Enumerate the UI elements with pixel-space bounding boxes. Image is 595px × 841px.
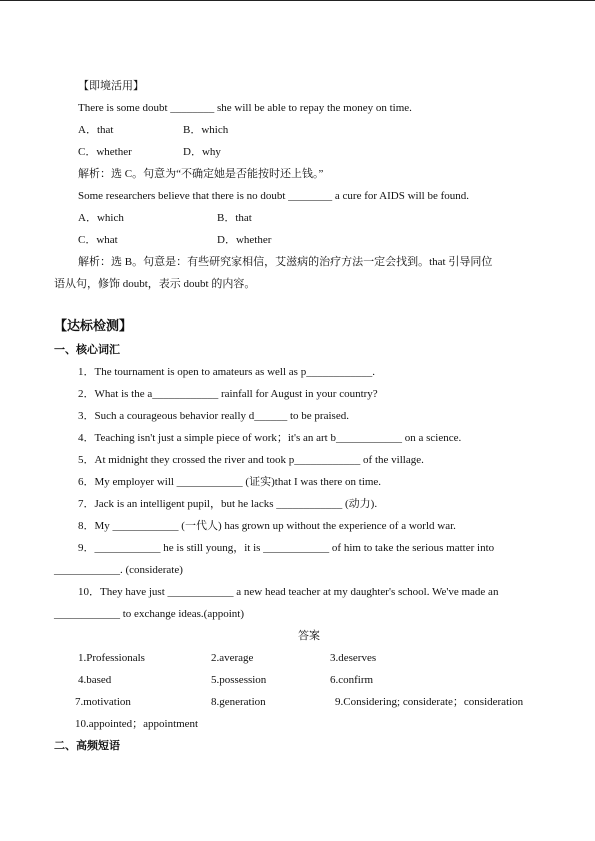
exercise-item: 5．At midnight they crossed the river and took p____________ of the village. [78, 454, 424, 466]
exercise-item: 4．Teaching isn't just a simple piece of work；it's an art b____________ on a science. [78, 432, 462, 444]
q1-option-d: D．why [183, 146, 221, 158]
practice-heading: 【即境活用】 [78, 80, 144, 92]
q1-option-c: C．whether [78, 146, 132, 158]
exercise-item: 1．The tournament is open to amateurs as well as p____________. [78, 366, 375, 378]
q2-option-b: B．that [217, 212, 252, 224]
q1-option-a: A．that [78, 124, 114, 136]
q1-option-b: B．which [183, 124, 229, 136]
question-1-stem: There is some doubt ________ she will be able to repay the money on time. [78, 102, 412, 114]
answer-item: 9.Considering; considerate；consideration [335, 696, 524, 708]
answer-item: 5.possession [211, 674, 267, 686]
answer-item: 1.Professionals [78, 652, 145, 664]
exercise-item-continuation: ____________ to exchange ideas.(appoint) [54, 608, 245, 620]
exercise-item: 7．Jack is an intelligent pupil，but he lacks ____________ (动力). [78, 498, 378, 510]
exercise-item: 8．My ____________ (一代人) has grown up without the experience of a world war. [78, 520, 456, 532]
answer-item: 6.confirm [330, 674, 374, 686]
answer-item: 10.appointed；appointment [75, 718, 199, 730]
answer-item: 7.motivation [75, 696, 131, 708]
q2-analysis-line-1: 解析：选 B。句意是：有些研究家相信，艾滋病的治疗方法一定会找到。that 引导同位 [78, 256, 493, 268]
q2-option-c: C．what [78, 234, 118, 246]
exercise-item: 2．What is the a____________ rainfall for August in your country? [78, 388, 378, 400]
exercise-item: 6．My employer will ____________ (证实)that I was there on time. [78, 476, 382, 488]
exercise-item: 9．____________ he is still young，it is ____________ of him to take the serious matter into [78, 542, 495, 554]
top-border-line [0, 0, 595, 1]
q2-option-d: D．whether [217, 234, 272, 246]
section-high-frequency-phrases: 二、高频短语 [54, 740, 120, 752]
q2-analysis-line-2: 语从句，修饰 doubt，表示 doubt 的内容。 [54, 278, 256, 290]
answer-item: 4.based [78, 674, 112, 686]
exercise-item-continuation: ____________. (considerate) [54, 564, 183, 576]
q2-option-a: A．which [78, 212, 124, 224]
test-heading: 【达标检测】 [54, 318, 133, 333]
answer-item: 8.generation [211, 696, 266, 708]
section-core-vocabulary: 一、核心词汇 [54, 344, 120, 356]
exercise-item: 10．They have just ____________ a new head teacher at my daughter's school. We've made an [78, 586, 499, 598]
q1-analysis: 解析：选 C。句意为“不确定她是否能按时还上钱。” [78, 168, 324, 180]
exercise-item: 3．Such a courageous behavior really d______ to be praised. [78, 410, 349, 422]
answer-title: 答案 [298, 630, 320, 642]
answer-item: 3.deserves [330, 652, 377, 664]
question-2-stem: Some researchers believe that there is no doubt ________ a cure for AIDS will be found. [78, 190, 470, 202]
answer-item: 2.average [211, 652, 254, 664]
